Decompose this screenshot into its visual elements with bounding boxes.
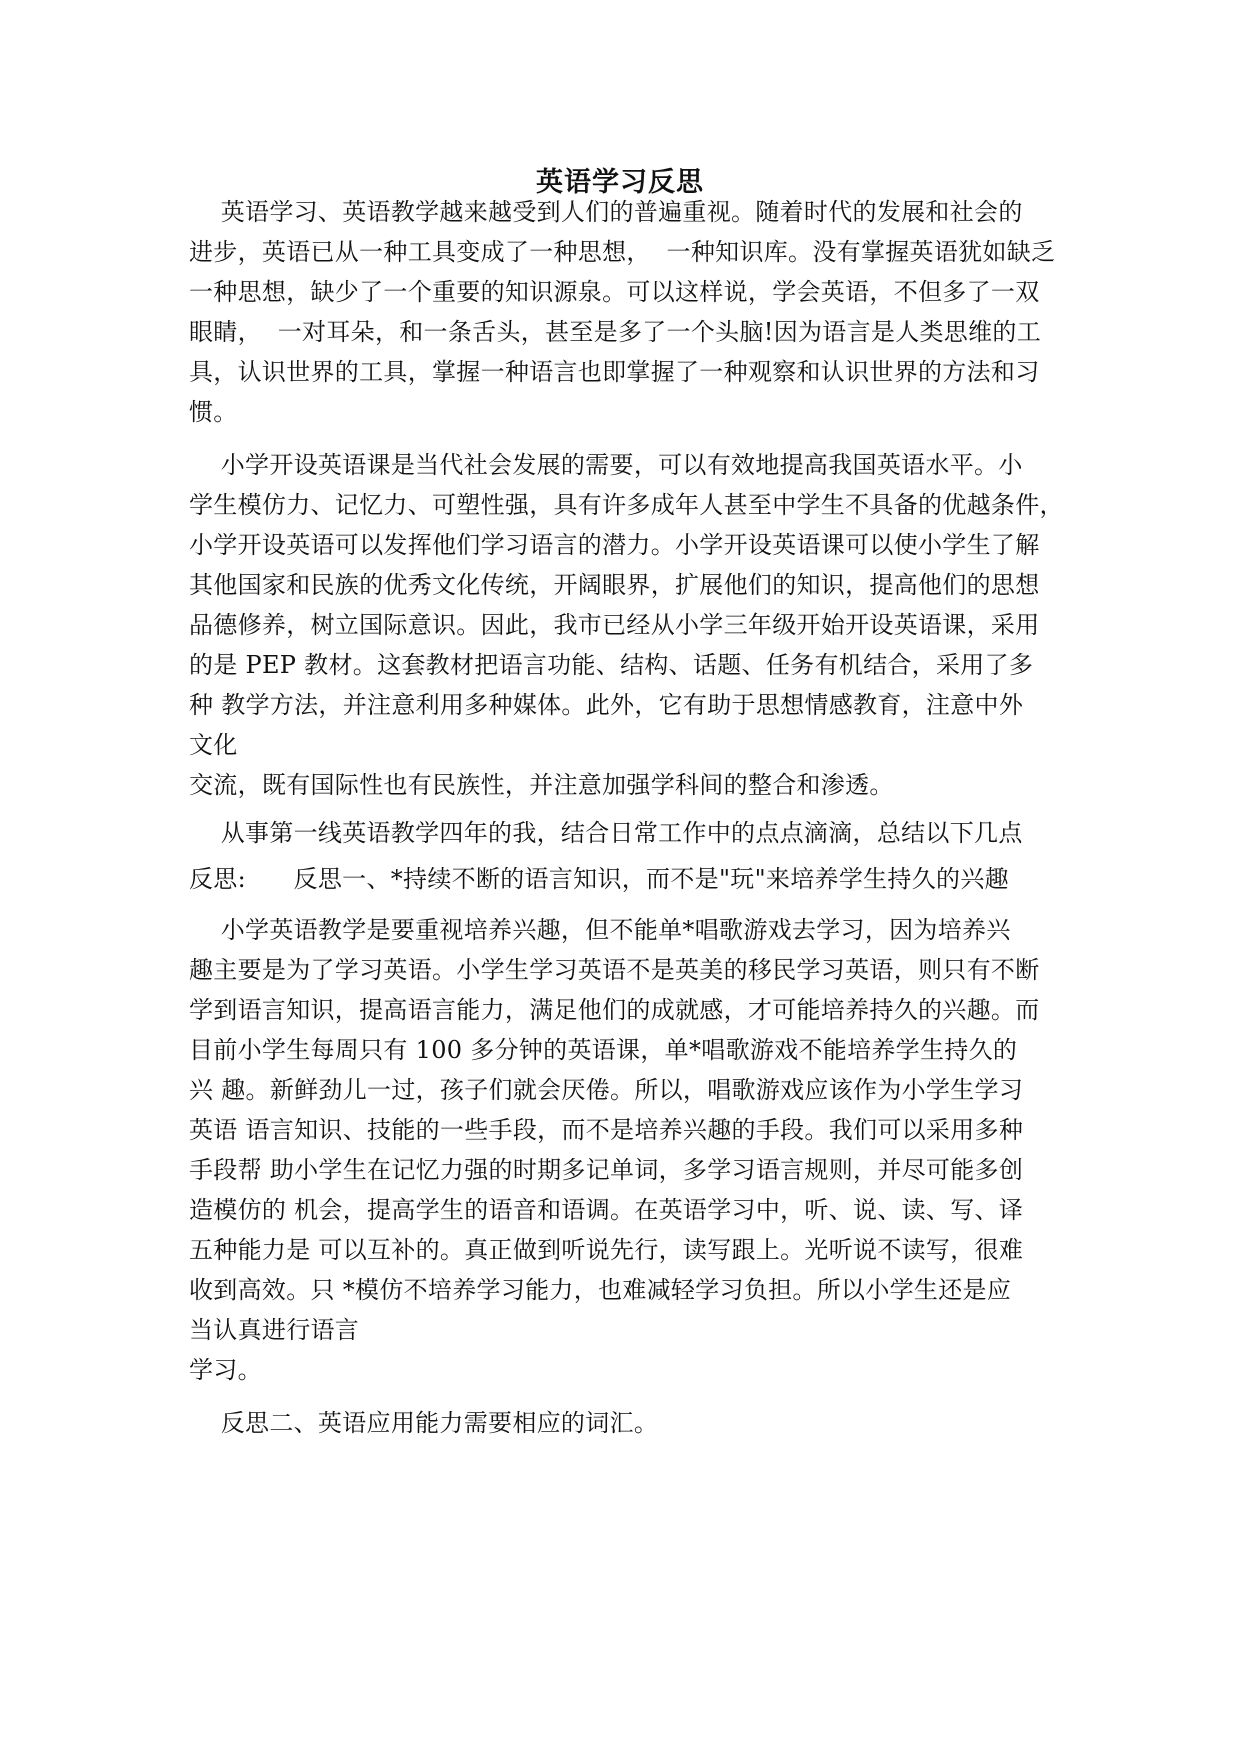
text-line: 兴 趣。新鲜劲儿一过，孩子们就会厌倦。所以，唱歌游戏应该作为小学生学习 <box>189 1076 1024 1104</box>
text-line: 一种思想，缺少了一个重要的知识源泉。可以这样说，学会英语，不但多了一双 <box>189 278 1040 306</box>
text-line: 品德修养，树立国际意识。因此，我市已经从小学三年级开始开设英语课，采用 <box>189 611 1040 639</box>
text-line: 小学英语教学是要重视培养兴趣，但不能单*唱歌游戏去学习，因为培养兴 <box>189 916 1011 944</box>
text-line: 趣主要是为了学习英语。小学生学习英语不是英美的移民学习英语，则只有不断 <box>189 956 1040 984</box>
text-line: 学生模仿力、记忆力、可塑性强，具有许多成年人甚至中学生不具备的优越条件， <box>189 491 1064 519</box>
text-line: 造模仿的 机会，提高学生的语音和语调。在英语学习中，听、说、读、写、译 <box>189 1196 1024 1224</box>
text-line: 交流，既有国际性也有民族性，并注意加强学科间的整合和渗透。 <box>189 771 894 799</box>
text-line: 收到高效。只 *模仿不培养学习能力，也难减轻学习负担。所以小学生还是应 <box>189 1276 1012 1304</box>
text-line: 从事第一线英语教学四年的我，结合日常工作中的点点滴滴，总结以下几点 <box>189 819 1023 847</box>
text-line: 当认真进行语言 <box>189 1316 360 1344</box>
text-line: 手段帮 助小学生在记忆力强的时期多记单词，多学习语言规则，并尽可能多创 <box>189 1156 1024 1184</box>
text-line: 惯。 <box>189 398 238 426</box>
text-line: 文化 <box>189 731 238 759</box>
text-line: 学习。 <box>189 1356 262 1384</box>
text-line: 小学开设英语课是当代社会发展的需要，可以有效地提高我国英语水平。小 <box>189 451 1023 479</box>
text-line: 其他国家和民族的优秀文化传统，开阔眼界，扩展他们的知识，提高他们的思想 <box>189 571 1040 599</box>
text-line: 小学开设英语可以发挥他们学习语言的潜力。小学开设英语课可以使小学生了解 <box>189 531 1040 559</box>
text-line: 的是 PEP 教材。这套教材把语言功能、结构、话题、任务有机结合，采用了多 <box>189 651 1034 679</box>
document-title: 英语学习反思 <box>536 167 704 198</box>
text-line: 学到语言知识，提高语言能力，满足他们的成就感，才可能培养持久的兴趣。而 <box>189 996 1040 1024</box>
text-line: 进步，英语已从一种工具变成了一种思想， 一种知识库。没有掌握英语犹如缺乏 <box>189 238 1056 266</box>
text-line: 五种能力是 可以互补的。真正做到听说先行，读写跟上。光听说不读写，很难 <box>189 1236 1024 1264</box>
text-line: 英语 语言知识、技能的一些手段，而不是培养兴趣的手段。我们可以采用多种 <box>189 1116 1024 1144</box>
text-line: 英语学习、英语教学越来越受到人们的普遍重视。随着时代的发展和社会的 <box>189 198 1023 226</box>
text-line: 具，认识世界的工具，掌握一种语言也即掌握了一种观察和认识世界的方法和习 <box>189 358 1040 386</box>
text-line: 目前小学生每周只有 100 多分钟的英语课，单*唱歌游戏不能培养学生持久的 <box>189 1036 1018 1064</box>
text-line: 反思: 反思一、*持续不断的语言知识，而不是"玩"来培养学生持久的兴趣 <box>189 865 1009 893</box>
text-line: 反思二、英语应用能力需要相应的词汇。 <box>189 1409 659 1437</box>
text-line: 眼睛， 一对耳朵，和一条舌头，甚至是多了一个头脑!因为语言是人类思维的工 <box>189 318 1041 346</box>
text-line: 种 教学方法，并注意利用多种媒体。此外，它有助于思想情感教育，注意中外 <box>189 691 1024 719</box>
